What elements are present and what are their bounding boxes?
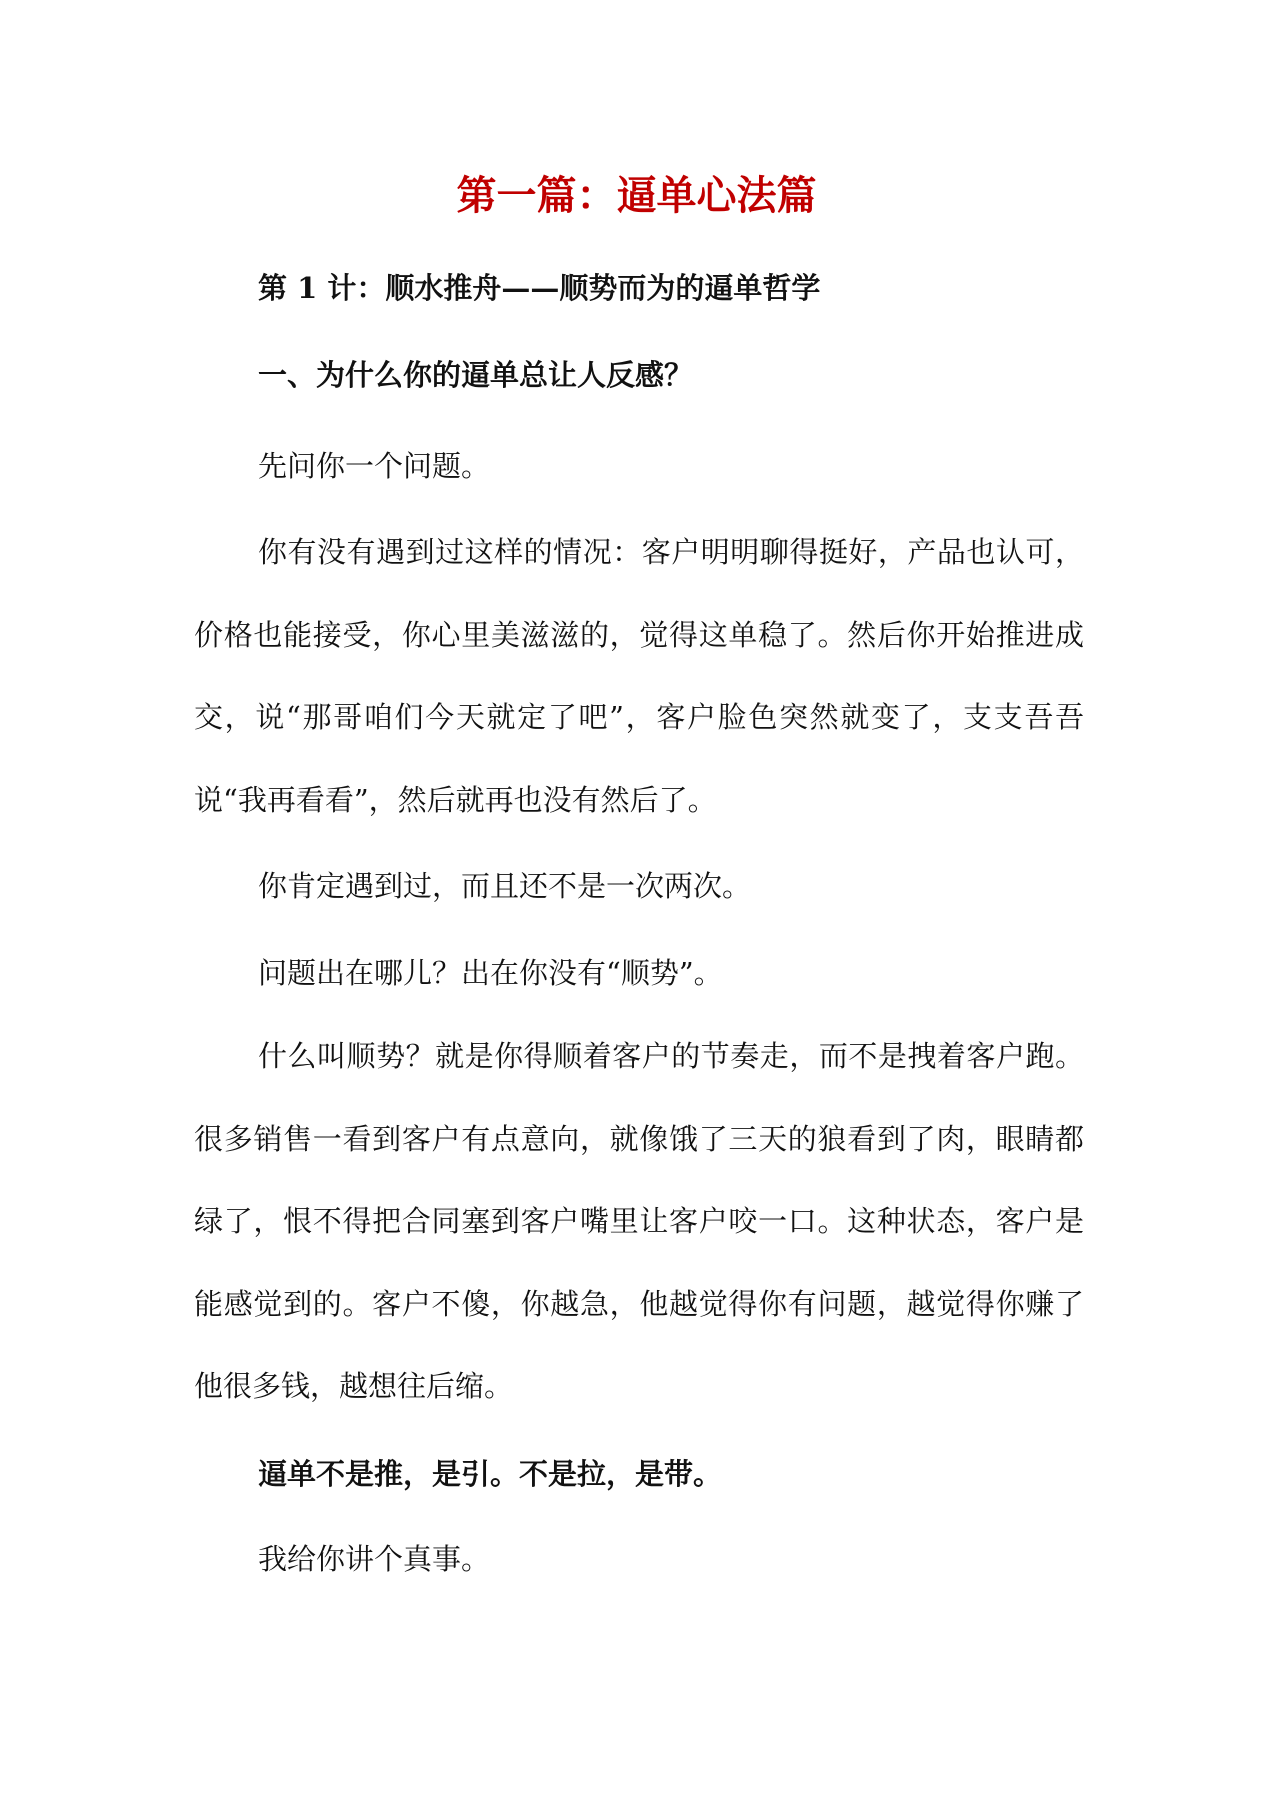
paragraph-7: 我给你讲个真事。 — [258, 1542, 491, 1576]
paragraph-4: 问题出在哪儿？出在你没有“顺势”。 — [258, 956, 723, 990]
chapter-heading: 第 1 计：顺水推舟——顺势而为的逼单哲学 — [258, 271, 821, 305]
paragraph-2: 你有没有遇到过这样的情况：客户明明聊得挺好，产品也认可，价格也能接受，你心里美滋滋的，觉得这单稳了。然后你开始推进成交，说“那哥咱们今天就定了吧”，客户脸色突然就变了，支支吾吾说“我再看看”，然后就再也没有然后了。 — [194, 535, 1084, 817]
paragraph-6-emphasis: 逼单不是推，是引。不是拉，是带。 — [258, 1457, 723, 1491]
document-title: 第一篇：逼单心法篇 — [456, 172, 817, 219]
paragraph-3: 你肯定遇到过，而且还不是一次两次。 — [258, 869, 752, 903]
paragraph-5: 什么叫顺势？就是你得顺着客户的节奏走，而不是拽着客户跑。很多销售一看到客户有点意向，就像饿了三天的狼看到了肉，眼睛都绿了，恨不得把合同塞到客户嘴里让客户咬一口。这种状态，客户是能感觉到的。客户不傻，你越急，他越觉得你有问题，越觉得你赚了他很多钱，越想往后缩。 — [194, 1039, 1084, 1403]
paragraph-1: 先问你一个问题。 — [258, 449, 491, 483]
section-heading: 一、为什么你的逼单总让人反感？ — [258, 358, 694, 392]
